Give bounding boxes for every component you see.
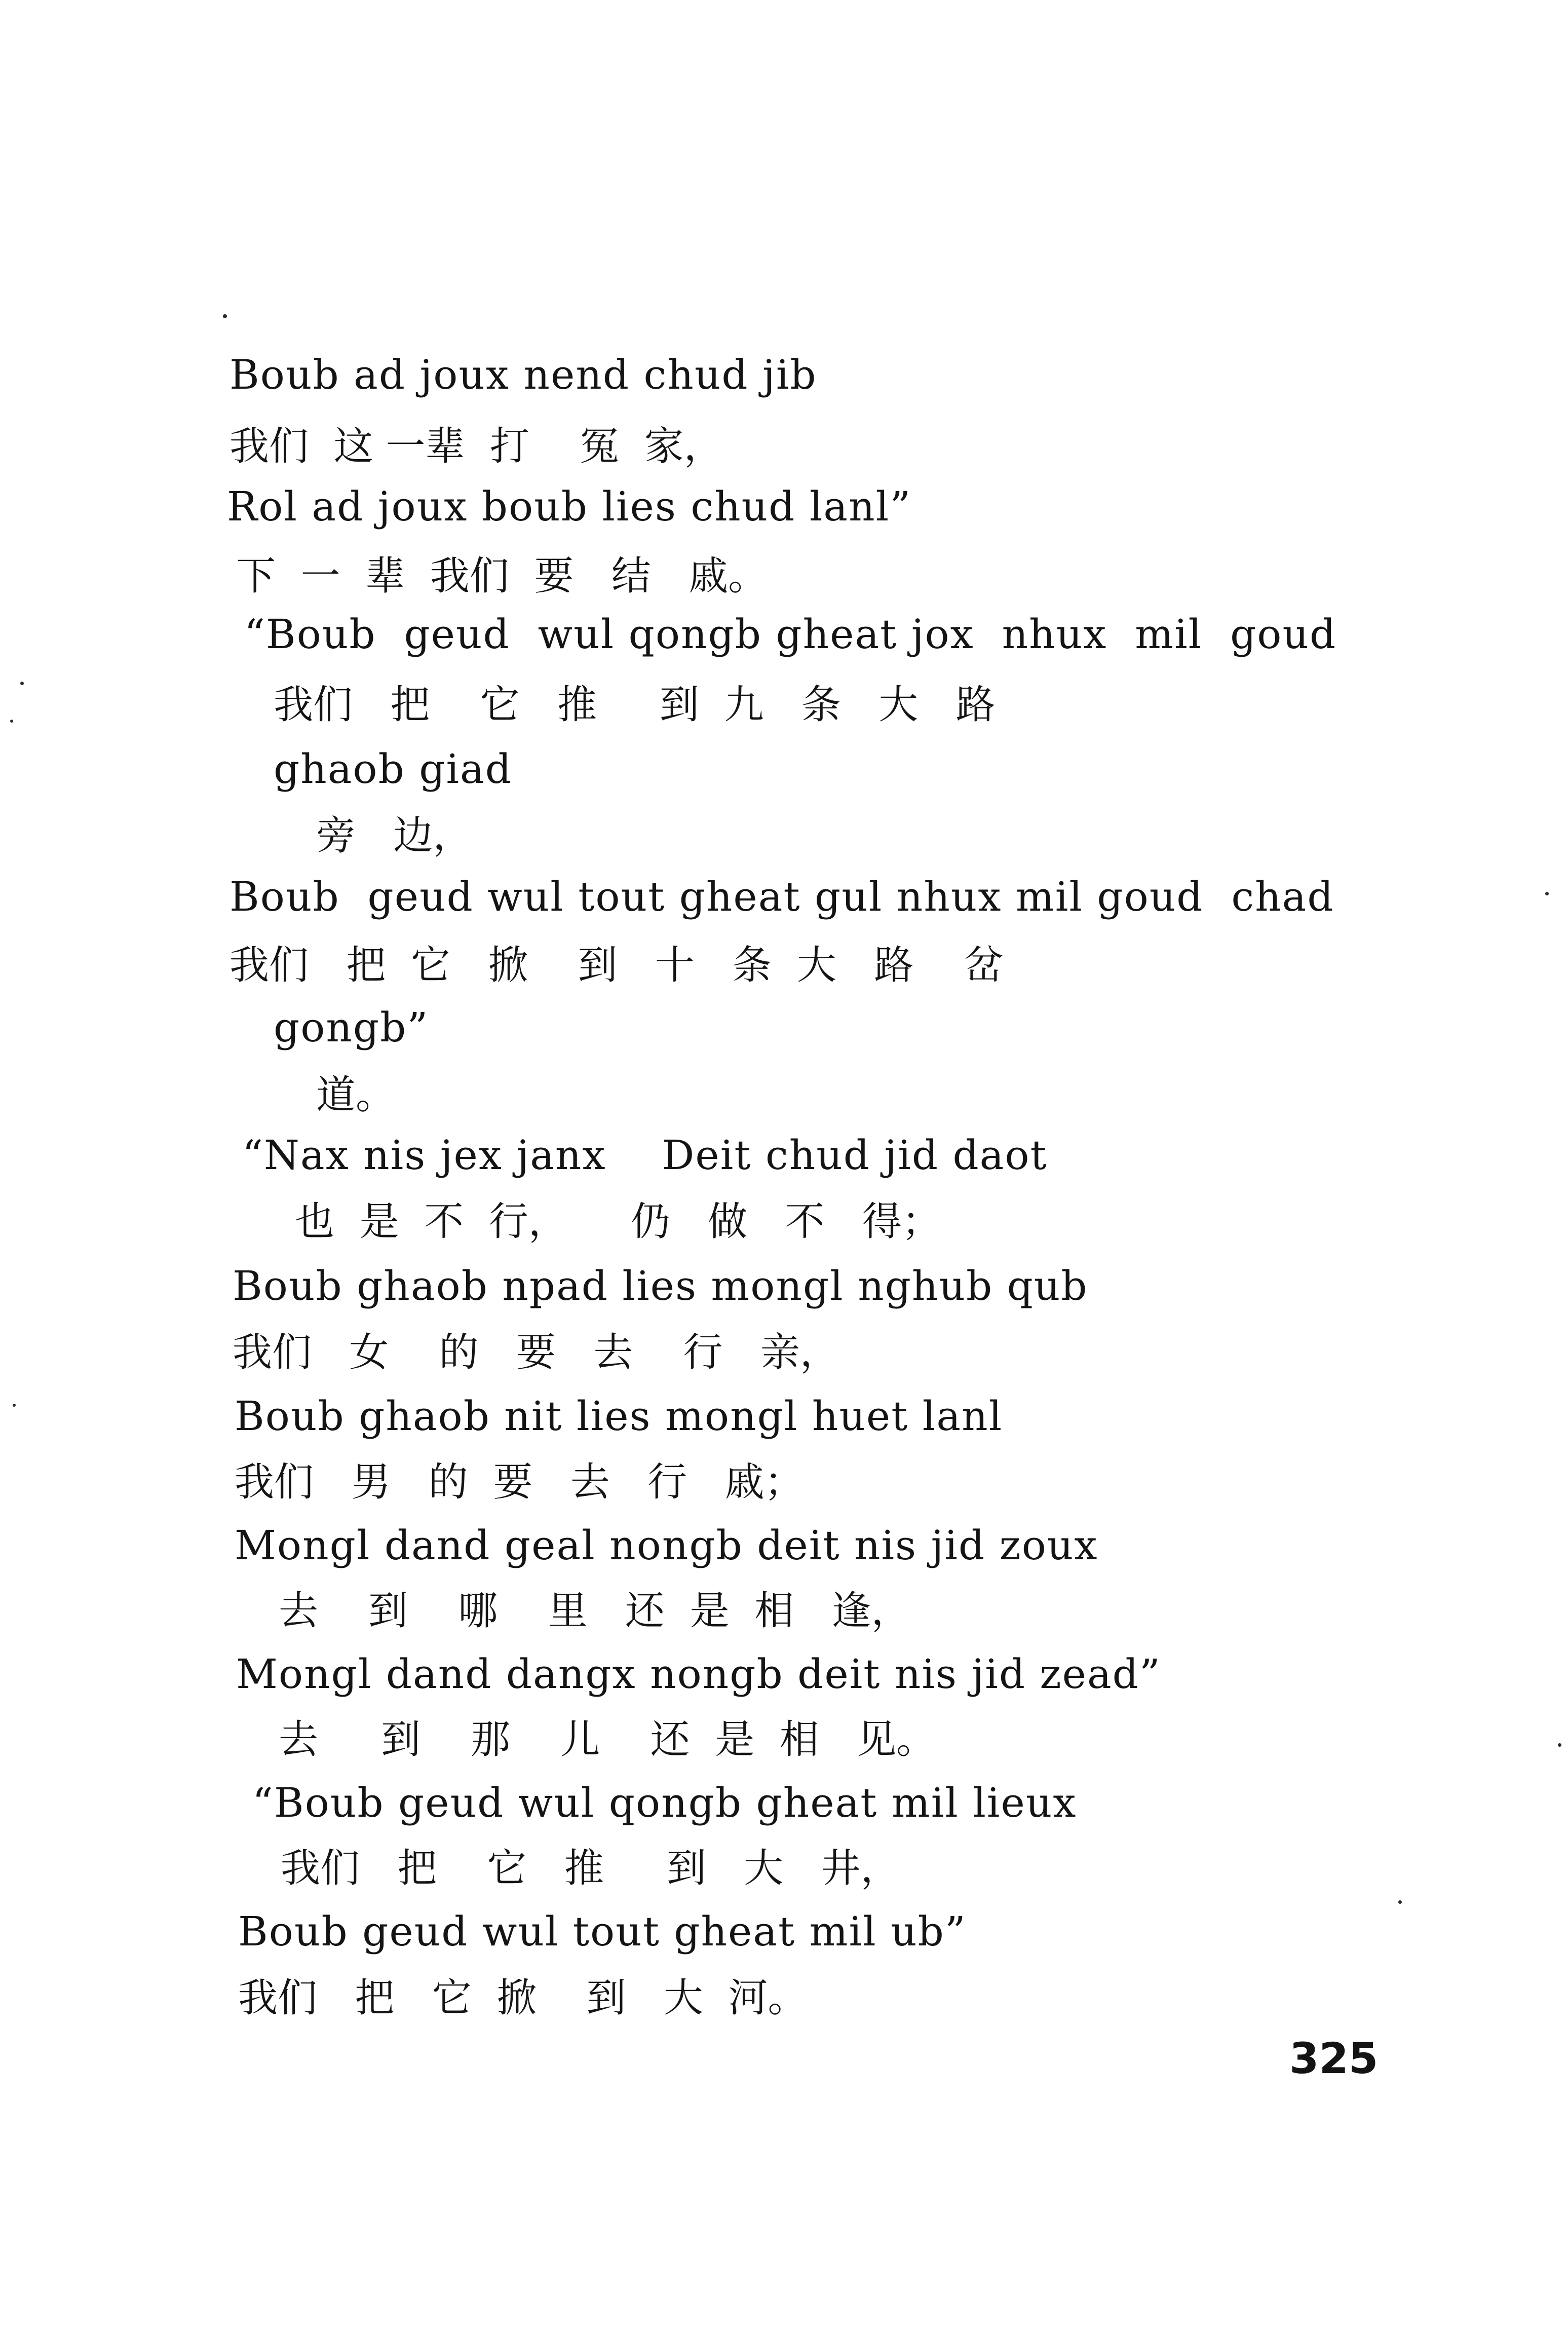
scan-speck	[10, 720, 13, 723]
verse-line-romanized: Boub geud wul tout gheat mil ub”	[238, 1908, 967, 1955]
page-number: 325	[1289, 2034, 1379, 2083]
verse-line-chinese: 我们 把 它 推 到 九 条 大 路	[274, 682, 996, 728]
verse-line-chinese: 旁 边，	[316, 813, 473, 858]
verse-line-chinese: 我们 把 它 推 到 大 井，	[281, 1846, 900, 1891]
verse-line-chinese: 我们 把 它 掀 到 大 河。	[238, 1975, 808, 2021]
verse-line-romanized: Boub ad joux nend chud jib	[230, 351, 817, 398]
scan-speck	[20, 682, 24, 685]
verse-line-chinese: 去 到 哪 里 还 是 相 逢，	[279, 1588, 911, 1634]
verse-line-romanized: Mongl dand geal nongb deit nis jid zoux	[235, 1522, 1098, 1569]
verse-line-romanized: Boub geud wul tout gheat gul nhux mil goud chad	[230, 873, 1334, 920]
verse-line-chinese: 我们 男 的 要 去 行 戚；	[235, 1459, 804, 1505]
scan-speck	[1545, 892, 1549, 895]
verse-line-romanized: Rol ad joux boub lies chud lanl”	[227, 483, 912, 530]
verse-line-romanized: gongb”	[274, 1004, 429, 1051]
verse-line-chinese: 下 一 辈 我们 要 结 戚。	[236, 553, 768, 599]
verse-line-romanized: “Nax nis jex janx Deit chud jid daot	[242, 1132, 1048, 1179]
verse-line-romanized: “Boub geud wul qongb gheat jox nhux mil goud	[244, 611, 1337, 658]
verse-line-romanized: Boub ghaob nit lies mongl huet lanl	[235, 1393, 1003, 1440]
scan-speck	[13, 1404, 16, 1407]
verse-line-romanized: Mongl dand dangx nongb deit nis jid zead”	[236, 1650, 1161, 1698]
verse-line-romanized: Boub ghaob npad lies mongl nghub qub	[233, 1262, 1088, 1309]
verse-line-chinese: 道。	[316, 1072, 396, 1118]
scan-speck	[1398, 1900, 1402, 1904]
verse-line-chinese: 我们 这 一辈 打 冤 家，	[230, 424, 723, 469]
verse-line-chinese: 去 到 那 儿 还 是 相 见。	[279, 1717, 936, 1762]
scan-speck	[1558, 1743, 1561, 1747]
verse-line-chinese: 我们 女 的 要 去 行 亲，	[233, 1330, 839, 1375]
verse-line-romanized: “Boub geud wul qongb gheat mil lieux	[252, 1779, 1077, 1826]
verse-line-romanized: ghaob giad	[274, 745, 512, 793]
scan-speck	[223, 314, 227, 318]
verse-line-chinese: 我们 把 它 掀 到 十 条 大 路 岔	[230, 943, 1004, 988]
verse-line-chinese: 也 是 不 行， 仍 做 不 得；	[295, 1199, 941, 1245]
